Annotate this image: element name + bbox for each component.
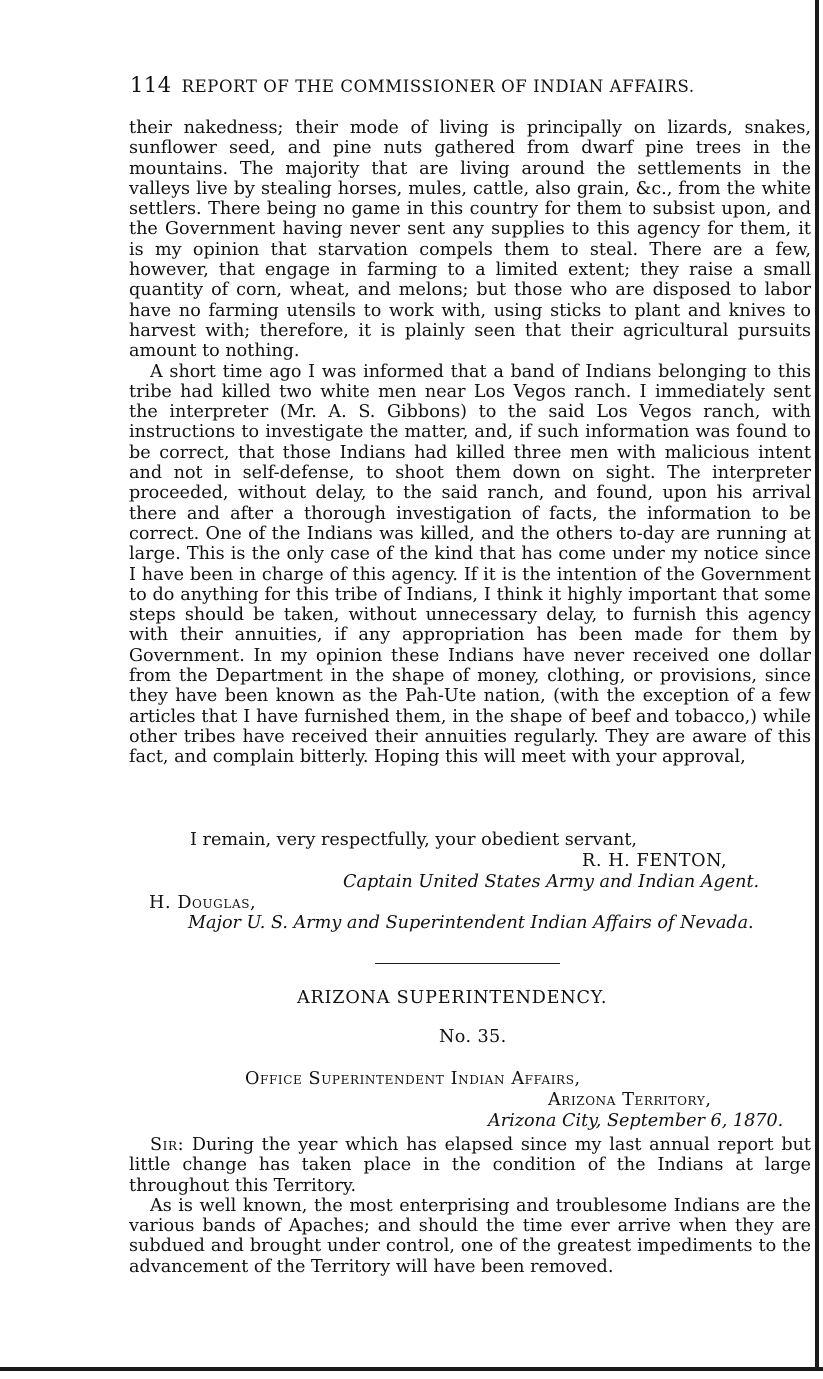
body-text: During the year which has elapsed since my last annual report but little change has taken place in the condition of the Indians at large throughout this Territory. xyxy=(129,1135,811,1196)
date-line: Arizona City, September 6, 1870. xyxy=(488,1111,784,1131)
running-title: REPORT OF THE COMMISSIONER OF INDIAN AFFAIRS. xyxy=(181,77,695,96)
salutation: Sir: xyxy=(150,1135,185,1155)
signer-title: Captain United States Army and Indian Agent. xyxy=(343,872,760,892)
office-line: Office Superintendent Indian Affairs, xyxy=(245,1069,581,1089)
body-paragraph xyxy=(129,1135,811,1196)
addressee-title: Major U. S. Army and Superintendent Indian Affairs of Nevada. xyxy=(188,913,754,933)
signer-name: R. H. FENTON, xyxy=(582,851,728,871)
section-divider xyxy=(375,963,560,964)
running-header xyxy=(130,73,810,97)
page-edge-right xyxy=(815,0,819,1368)
body-paragraph: A short time ago I was informed that a band of Indians belonging to this tribe had killed two white men near Los Vegos ranch. I immediately sent the interpreter (Mr. A. S. Gibbons) to the said Los Vegos ranch, with instructions to investigate the matter, and, if such information was found to be correct, that those Indians had killed three men with malicious intent and not in self-defense, to shoot them down on sight. The interpreter proceeded, without delay, to the said ranch, and found, upon his arrival there and after a thorough investigation of facts, the information to be correct. One of the Indians was killed, and the others to-day are running at large. This is the only case of the kind that has come under my notice since I have been in charge of this agency. If it is the intention of the Government to do anything for this tribe of Indians, I think it highly important that some steps should be taken, without unnecessary delay, to furnish this agency with their annuities, if any appropriation has been made for them by Government. In my opinion these Indians have never received one dollar from the Department in the shape of money, clothing, or provisions, since they have been known as the Pah-Ute nation, (with the exception of a few articles that I have furnished them, in the shape of beef and tobacco,) while other tribes have received their annuities regularly. They are aware of this fact, and complain bitterly. Hoping this will meet with your approval, xyxy=(129,361,811,768)
section-title: ARIZONA SUPERINTENDENCY. xyxy=(297,988,608,1008)
letter-closing: I remain, very respectfully, your obedient servant, xyxy=(190,830,638,850)
letter-body xyxy=(129,118,811,768)
territory-line: Arizona Territory, xyxy=(548,1090,712,1110)
body-paragraph: As is well known, the most enterprising and troublesome Indians are the various bands of Apaches; and should the time ever arrive when they are subdued and brought under control, one of the greatest impediments to the advancement of the Territory will have been removed. xyxy=(129,1195,811,1277)
document-number: No. 35. xyxy=(439,1027,507,1047)
page-number: 114 xyxy=(130,73,172,97)
body-paragraph: their nakedness; their mode of living is principally on lizards, snakes, sunflower seed, and pine nuts gathered from dwarf pine trees in the mountains. The majority that are living around the settlements in the valleys live by stealing horses, mules, cattle, also grain, &c., from the white settlers. There being no game in this country for them to subsist upon, and the Government having never sent any supplies to this agency for them, it is my opinion that starvation compels them to steal. There are a few, however, that engage in farming to a limited extent; they raise a small quantity of corn, wheat, and melons; but those who are disposed to labor have no farming utensils to work with, using sticks to plant and knives to harvest with; therefore, it is plainly seen that their agricultural pursuits amount to nothing. xyxy=(129,118,811,362)
page-edge-bottom xyxy=(0,1367,823,1371)
addressee-name: H. Douglas, xyxy=(149,893,257,913)
letter-body-2 xyxy=(129,1135,811,1277)
